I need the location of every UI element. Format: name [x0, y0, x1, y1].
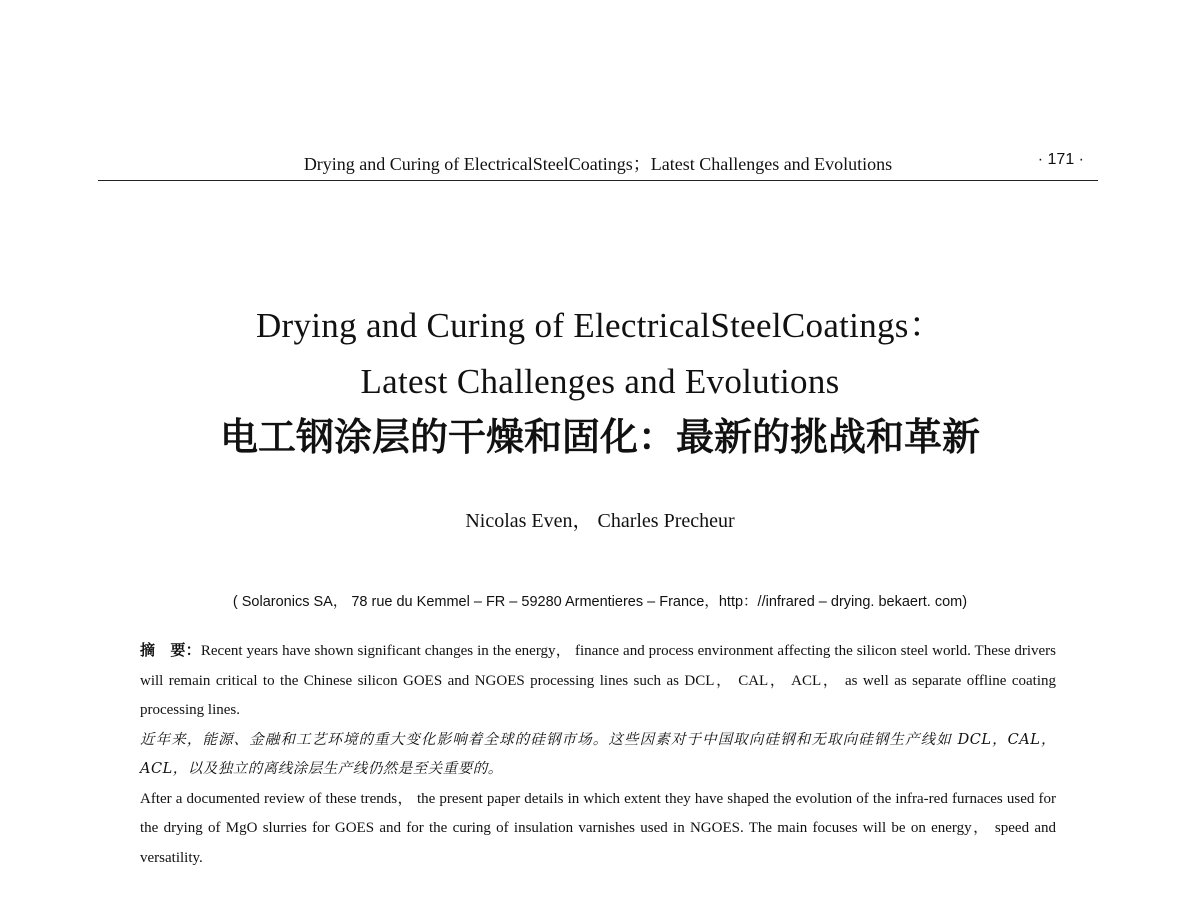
- title-chinese: 电工钢涂层的干燥和固化：最新的挑战和革新: [219, 415, 980, 459]
- running-header: [98, 148, 1098, 181]
- abstract-text-english-1: Recent years have shown significant changes in the energy， finance and process environment affecting the silicon steel world. These drivers will remain critical to the Chinese silicon GOES and NGOES processing lines such as DCL， CAL， ACL， as well as separate offline coating processing lines.: [140, 643, 1056, 718]
- abstract-paragraph-english-1: [140, 636, 1056, 726]
- authors: Nicolas Even， Charles Precheur: [465, 510, 735, 532]
- abstract: [140, 636, 1056, 873]
- affiliation: ( Solaronics SA， 78 rue du Kemmel – FR – 59280 Armentieres – France，http：//infrared – drying. bekaert. com): [232, 594, 968, 610]
- paper-title: [0, 298, 1200, 462]
- title-english-line-1: Drying and Curing of ElectricalSteelCoatings：: [255, 306, 945, 345]
- page-number: · 171 ·: [1037, 151, 1084, 168]
- running-title: Drying and Curing of ElectricalSteelCoatings；Latest Challenges and Evolutions: [303, 154, 893, 174]
- abstract-paragraph-english-2: After a documented review of these trends， the present paper details in which extent they have shaped the evolution of the infra-red furnaces used for the drying of MgO slurries for GOES and for the curing of insulation varnishes used in NGOES. The main focuses will be on energy， speed and versatility.: [140, 790, 1056, 866]
- title-english-line-2: Latest Challenges and Evolutions: [360, 362, 840, 401]
- abstract-paragraph-chinese: 近年来，能源、金融和工艺环境的重大变化影响着全球的硅钢市场。这些因素对于中国取向硅钢和无取向硅钢生产线如 DCL，CAL，ACL，以及独立的离线涂层生产线仍然是至关重要的。: [140, 731, 1056, 777]
- abstract-label: 摘 要：: [140, 641, 201, 659]
